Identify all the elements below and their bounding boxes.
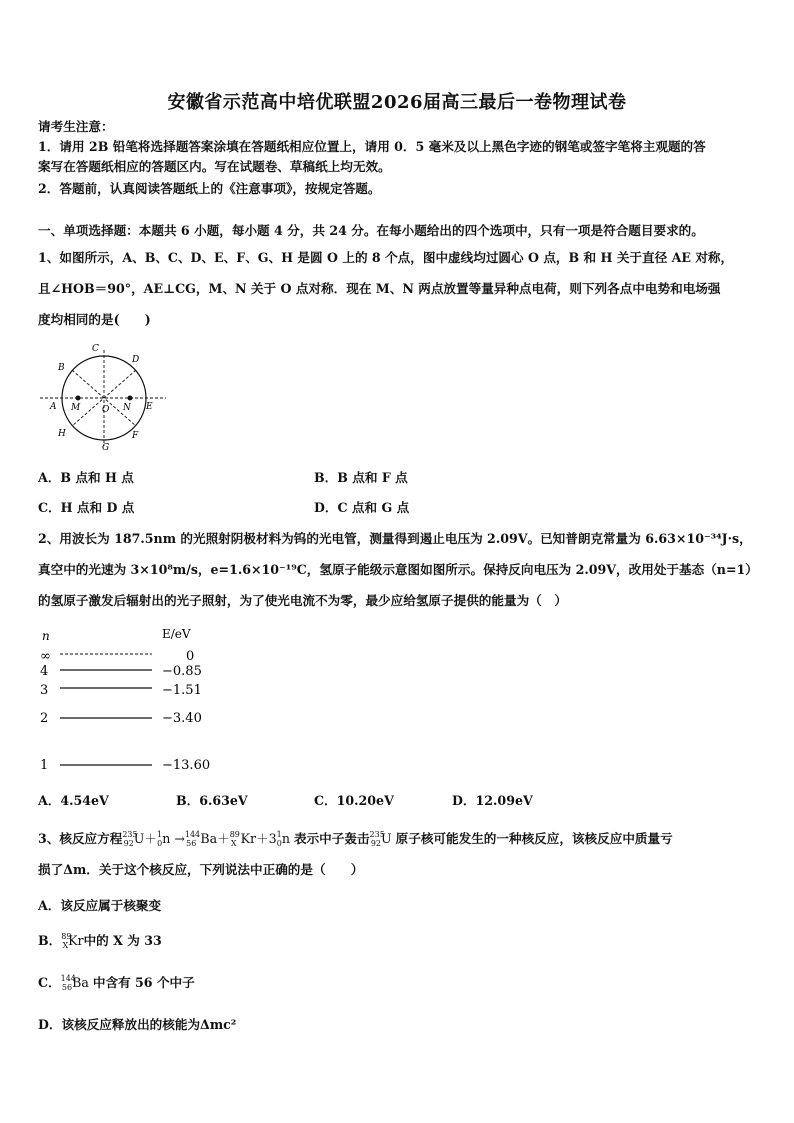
label-c: C xyxy=(92,344,99,354)
level-4-n: 4 xyxy=(40,664,49,679)
question-2-line-3: 的氢原子激发后辐射出的光子照射，为了使光电流不为零，最少应给氢原子提供的能量为（ ） xyxy=(38,593,567,608)
notice-item-2: 2．答题前，认真阅读答题纸上的《注意事项》，按规定答题。 xyxy=(38,181,381,196)
section-1-heading: 一、单项选择题：本题共 6 小题，每小题 4 分，共 24 分。在每小题给出的四个选项中，只有一项是符合题目要求的。 xyxy=(38,223,704,238)
level-1-energy: −13.60 xyxy=(162,758,211,773)
level-2-n: 2 xyxy=(40,711,49,726)
axis-label-n: n xyxy=(42,629,50,643)
notice-heading: 请考生注意： xyxy=(38,119,114,134)
level-1-n: 1 xyxy=(40,758,49,773)
question-1-line-3: 度均相同的是( ) xyxy=(38,312,151,327)
level-3-energy: −1.51 xyxy=(162,683,202,698)
label-o: O xyxy=(102,405,110,415)
axis-label-e: E/eV xyxy=(162,627,191,641)
question-3-mid: 表示中子轰击 xyxy=(293,831,370,846)
question-1-line-2: 且∠HOB＝90°，AE⊥CG，M、N 关于 O 点对称．现在 M、N 两点放置等量异种点电荷，则下列各点中电势和电场强 xyxy=(38,281,721,296)
question-1-option-a: A．B 点和 H 点 xyxy=(38,470,134,485)
option-c-prefix: C． xyxy=(38,975,61,990)
question-1-option-c: C．H 点和 D 点 xyxy=(38,500,135,515)
circle-figure xyxy=(36,342,171,452)
label-f: F xyxy=(132,431,139,441)
label-b: B xyxy=(58,363,65,373)
question-3-prefix: 3、核反应方程 xyxy=(38,831,123,846)
option-c-suffix: 中含有 56 个中子 xyxy=(92,975,195,990)
page-title: 安徽省示范高中培优联盟2026届高三最后一卷物理试卷 xyxy=(167,92,627,113)
question-3-line-2: 损了Δm．关于这个核反应，下列说法中正确的是（ ） xyxy=(38,862,364,877)
label-g: G xyxy=(102,443,110,452)
label-d: D xyxy=(132,355,140,365)
level-3-n: 3 xyxy=(40,683,49,698)
charge-m xyxy=(76,396,81,401)
reaction-equation: $^{235}_{92}$U＋$^1_0$n →$^{144}_{56}$ Ba＋$^{89}_X$ $Kr+3^1_0n$ xyxy=(122,830,294,848)
question-3-option-b: B．$^{89}_X$Kr中的 X 为 33 xyxy=(38,932,162,950)
question-2-option-c: C．10.20eV xyxy=(314,793,394,808)
question-3-option-d: D．该核反应释放出的核能为Δmc² xyxy=(38,1017,237,1032)
label-h: H xyxy=(58,429,66,439)
option-b-prefix: B． xyxy=(38,933,62,948)
notice-item-1-line-2: 案写在答题纸相应的答题区内。写在试题卷、草稿纸上均无效。 xyxy=(38,159,391,174)
question-2-option-d: D．12.09eV xyxy=(452,793,533,808)
label-a: A xyxy=(50,402,57,412)
question-3-option-c: C．$^{144}_{56}$Ba 中含有 56 个中子 xyxy=(38,974,195,992)
question-2-line-1: 2、用波长为 187.5nm 的光照射阴极材料为钨的光电管，测量得到遏止电压为 2.09V。已知普朗克常量为 6.63×10⁻³⁴J·s， xyxy=(38,531,752,546)
label-e: E xyxy=(146,402,153,412)
question-3-end: 原子核可能发生的一种核反应，该核反应中质量亏 xyxy=(395,831,673,846)
question-3-line-1: 3、核反应方程$^{235}_{92}$U＋$^1_0$n →$^{144}_{56}$ Ba＋$^{89}_X$ $Kr+3^1_0n$ 表示中子轰击$^{235}_{92}$U 原子核可能发生的一种核反应，该核反应中质量亏 xyxy=(38,830,673,848)
notice-item-1-line-1: 1．请用 2B 铅笔将选择题答案涂填在答题纸相应位置上，请用 0．5 毫米及以上黑色字迹的钢笔或签字笔将主观题的答 xyxy=(38,139,706,154)
charge-n xyxy=(128,396,133,401)
question-2-line-2: 真空中的光速为 3×10⁸m/s，e=1.6×10⁻¹⁹C，氢原子能级示意图如图所示。保持反向电压为 2.09V，改用处于基态（n=1） xyxy=(38,562,758,577)
label-n: N xyxy=(123,403,131,413)
question-1-line-1: 1、如图所示，A、B、C、D、E、F、G、H 是圆 O 上的 8 个点，图中虚线均过圆心 O 点，B 和 H 关于直径 AE 对称， xyxy=(38,250,734,265)
energy-level-diagram xyxy=(36,622,236,777)
level-inf-energy: 0 xyxy=(186,649,195,664)
option-b-suffix: 中的 X 为 33 xyxy=(83,933,162,948)
level-4-energy: −0.85 xyxy=(162,664,202,679)
label-m: M xyxy=(71,403,81,413)
question-2-option-a: A．4.54eV xyxy=(38,793,109,808)
question-1-option-b: B．B 点和 F 点 xyxy=(314,470,408,485)
question-3-option-a: A．该反应属于核聚变 xyxy=(38,898,162,913)
level-2-energy: −3.40 xyxy=(162,711,202,726)
question-1-option-d: D．C 点和 G 点 xyxy=(314,500,410,515)
level-inf-n: ∞ xyxy=(40,649,51,664)
question-2-option-b: B．6.63eV xyxy=(176,793,248,808)
